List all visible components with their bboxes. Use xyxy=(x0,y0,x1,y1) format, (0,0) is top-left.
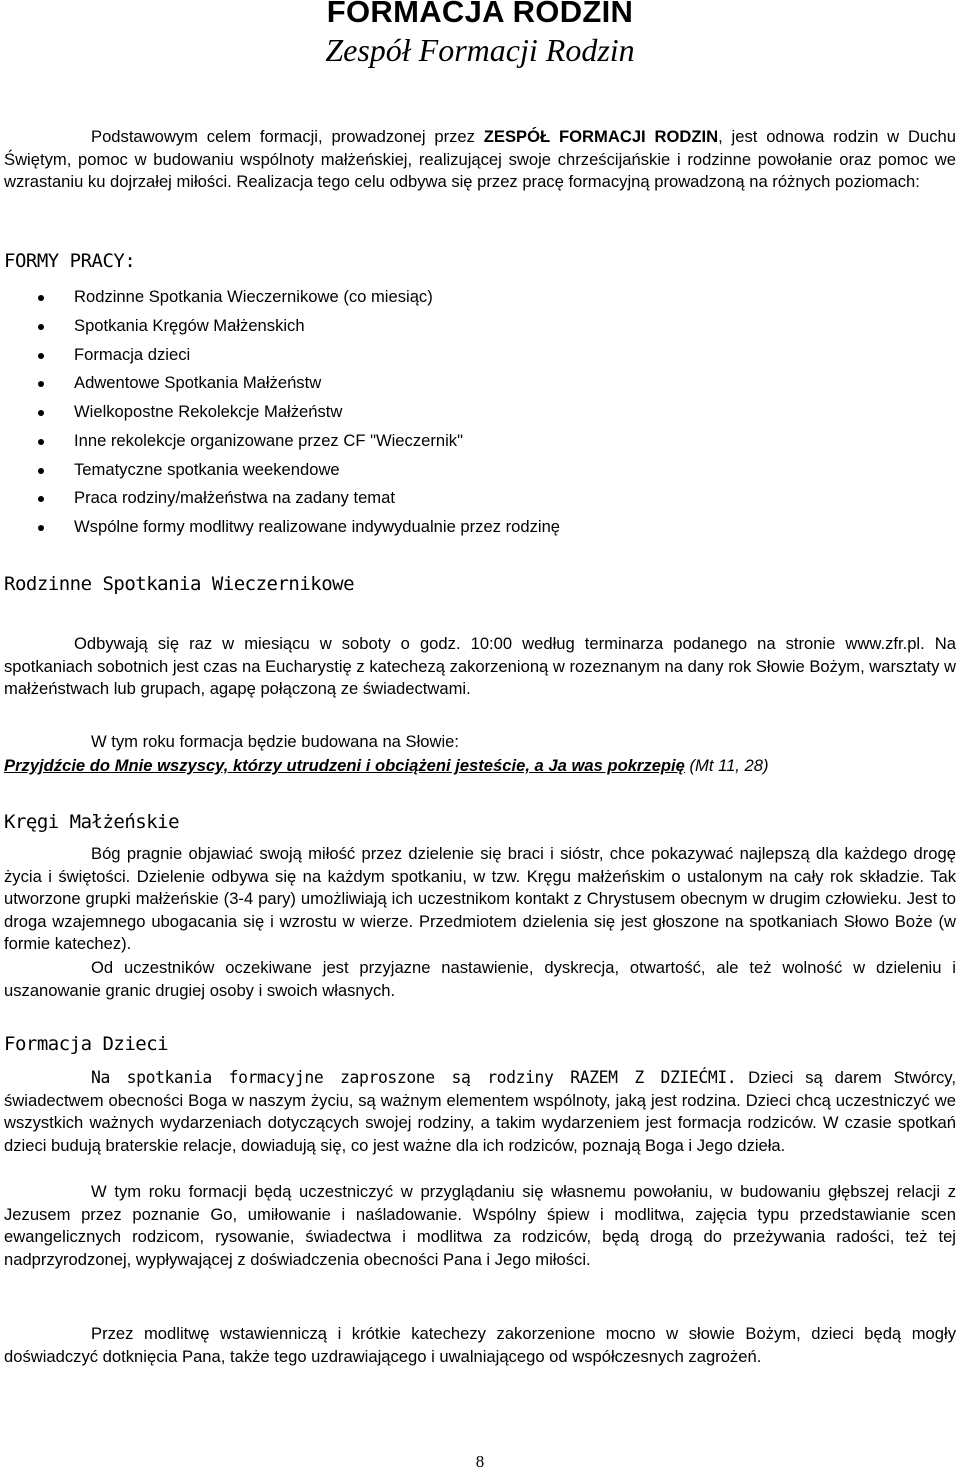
dzieci-lead-text: Na spotkania formacyjne zaproszone są rodziny RAZEM Z DZIEĆMI. xyxy=(91,1068,737,1087)
kregi-paragraph-2: Od uczestników oczekiwane jest przyjazne nastawienie, dyskrecja, otwartość, ale też wolność w dzieleniu i uszanowanie granic drugiej osoby i swoich własnych. xyxy=(4,958,956,1000)
intro-text-rest: , jest odnowa rodzin w Duchu Świętym, pomoc w budowaniu wspólnoty małżeńskiej, realizującej swoje chrześcijańskie i rodzinne powołanie oraz pomoc we wzrastaniu ku dojrzałej miłości. Realizacja tego celu odbywa się przez pracę formacyjną prowadzoną na różnych poziomach: xyxy=(4,127,956,192)
list-item xyxy=(0,427,560,456)
list-item xyxy=(0,484,560,513)
list-item-text: Adwentowe Spotkania Małżeństw xyxy=(74,373,322,393)
year-word-intro: W tym roku formacja będzie budowana na Słowie: xyxy=(91,732,460,751)
bullet-icon xyxy=(38,439,44,445)
dzieci-paragraph-2: W tym roku formacji będą uczestniczyć w przyglądaniu się własnemu powołaniu, w budowaniu głębszej relacji z Jezusem przez poznanie Go, umiłowanie i naśladowanie. Wspólny śpiew i modlitwa, zajęcia typu przedstawianie scen ewangelicznych rodzicom, rysowanie, świadectwa i modlitwa za rodziców, będą drogą do przeżywania radości, też tej nadprzyrodzonej, wypływającej z doświadczenia obecności Pana i Jego miłości. xyxy=(4,1182,956,1269)
wieczernik-heading: Rodzinne Spotkania Wieczernikowe xyxy=(4,573,355,595)
bullet-icon xyxy=(38,468,44,474)
list-item-text: Inne rekolekcje organizowane przez CF "Wieczernik" xyxy=(74,430,463,450)
dzieci-paragraph-1-rest: Dzieci są darem Stwórcy, świadectwem obecności Boga w naszym życiu, są ważnym elementem wspólnoty, jaką jest rodzina. Dzieci chcą uczestniczyć we wszystkich ważnych wydarzeniach dotyczących swojej rodziny, a takim wydarzeniem jest formacja rodziców. W czasie spotkań dzieci budują braterskie relacje, dowiadują się, co jest ważne dla ich rodziców, poznają Boga i Jego dzieła. xyxy=(4,1068,956,1155)
bullet-icon xyxy=(38,353,44,359)
intro-team-name: ZESPÓŁ FORMACJI RODZIN xyxy=(483,127,719,146)
list-item xyxy=(0,513,560,542)
list-item-text: Tematyczne spotkania weekendowe xyxy=(74,459,340,479)
quote-text: Przyjdźcie do Mnie wszyscy, którzy utrudzeni i obciążeni jesteście, a Ja was pokrzepię xyxy=(4,756,685,775)
bullet-icon xyxy=(38,381,44,387)
list-item-text: Rodzinne Spotkania Wieczernikowe (co miesiąc) xyxy=(74,287,433,306)
quote-reference: (Mt 11, 28) xyxy=(684,756,769,775)
forms-list xyxy=(0,283,560,542)
list-item-text: Wspólne formy modlitwy realizowane indywydualnie przez rodzinę xyxy=(74,517,561,536)
dzieci-heading: Formacja Dzieci xyxy=(4,1033,169,1055)
list-item-text: Praca rodziny/małżeństwa na zadany temat xyxy=(74,488,395,508)
page-title: FORMACJA RODZIN xyxy=(326,0,634,29)
intro-text-start: Podstawowym celem formacji, prowadzonej przez xyxy=(91,127,484,146)
list-item xyxy=(0,283,560,312)
dzieci-paragraph-1 xyxy=(4,1067,956,1157)
list-item xyxy=(0,398,560,427)
page-subtitle: Zespół Formacji Rodzin xyxy=(325,32,635,68)
kregi-heading: Kręgi Małżeńskie xyxy=(4,811,180,833)
list-item xyxy=(0,341,560,370)
bullet-icon xyxy=(38,496,44,502)
list-item-text: Wielkopostne Rekolekcje Małżeństw xyxy=(74,402,343,421)
year-word-quote xyxy=(4,756,956,776)
list-item xyxy=(0,312,560,341)
wieczernik-paragraph: Odbywają się raz w miesiącu w soboty o godz. 10:00 według terminarza podanego na stronie www.zfr.pl. Na spotkaniach sobotnich jest czas na Eucharystię z katechezą zakorzenioną w rozeznanym na dany rok Słowie Bożym, warsztaty w małżeństwach lub grupach, agapę połączoną ze świadectwami. xyxy=(4,634,956,699)
bullet-icon xyxy=(38,295,44,301)
bullet-icon xyxy=(38,324,44,330)
bullet-icon xyxy=(38,525,44,531)
list-item-text: Spotkania Kręgów Małżenskich xyxy=(74,315,305,335)
page-number: 8 xyxy=(475,1452,485,1471)
dzieci-paragraph-3: Przez modlitwę wstawienniczą i krótkie katechezy zakorzenione mocno w słowie Bożym, dzieci będą mogły doświadczyć dotknięcia Pana, także tego uzdrawiającego i uwalniającego od współczesnych zagrożeń. xyxy=(4,1324,956,1366)
forms-heading: FORMY PRACY: xyxy=(4,250,136,272)
list-item-text: Formacja dzieci xyxy=(74,344,191,364)
list-item xyxy=(0,456,560,485)
intro-paragraph xyxy=(4,126,956,194)
list-item xyxy=(0,369,560,398)
kregi-paragraph-1: Bóg pragnie objawiać swoją miłość przez dzielenie się braci i sióstr, chce pokazywać najlepszą dla każdego drogę życia i świętości. Dzielenie odbywa się na każdym spotkaniu, w tzw. Kręgu małżeńskim o ustalonym na cały rok składzie. Tak utworzone grupki małżeńskie (3-4 pary) umożliwiają ich uczestnikom kontakt z Chrystusem obecnym w drugim człowieku. Jest to droga wzajemnego ubogacania się i wzrostu w wierze. Przedmiotem dzielenia się jest głoszone na spotkaniach Słowo Boże (w formie katechez). xyxy=(4,844,956,954)
bullet-icon xyxy=(38,410,44,416)
